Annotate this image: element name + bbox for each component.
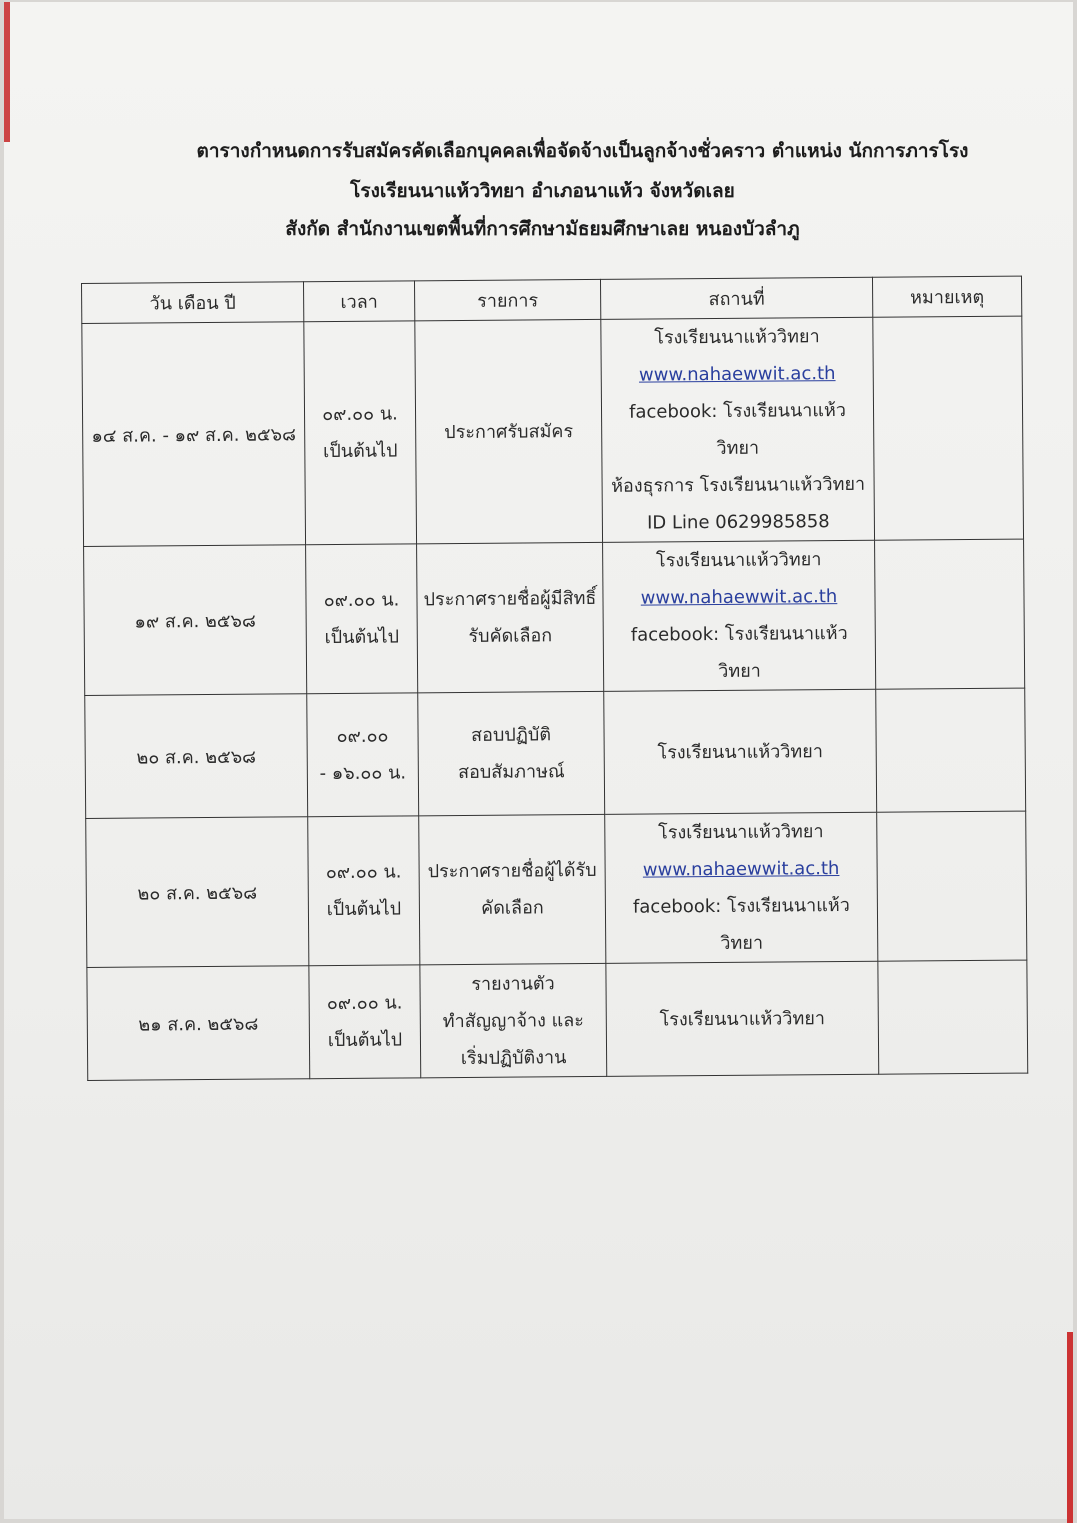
website-link[interactable]: www.nahaewwit.ac.th [638,363,836,386]
cell-date: ๑๔ ส.ค. - ๑๙ ส.ค. ๒๕๖๘ [82,322,306,547]
place-line: โรงเรียนนาแห้ววิทยา [654,326,820,349]
time-line: เป็นต้นไป [323,440,398,463]
item-line: สอบปฏิบัติ [471,724,552,746]
cell-place [601,317,875,542]
schedule-table [81,276,1028,1081]
item-line: รับคัดเลือก [468,625,553,647]
cell-time [304,321,417,545]
place-line: โรงเรียนนาแห้ววิทยา [658,821,824,844]
item-line: เริ่มปฏิบัติงาน [460,1046,567,1069]
cell-item [420,963,607,1077]
title-line-1: ตารางกำหนดการรับสมัครคัดเลือกบุคคลเพื่อจัดจ้างเป็นลูกจ้างชั่วคราว ตำแหน่ง นักการภารโรง [196,140,969,162]
table-row [86,811,1027,967]
item-line: ประกาศรับสมัคร [444,420,574,443]
website-link[interactable]: www.nahaewwit.ac.th [642,858,840,881]
place-line: ID Line 0629985858 [646,511,830,534]
time-line: - ๑๖.๐๐ น. [319,762,407,785]
table-row [84,539,1025,695]
cell-note [875,539,1025,689]
cell-note [878,960,1028,1074]
place-line: โรงเรียนนาแห้ววิทยา [659,1007,826,1030]
cell-item [417,542,604,692]
time-line: เป็นต้นไป [324,626,400,649]
cell-date: ๒๐ ส.ค. ๒๕๖๘ [86,817,309,968]
table-row [85,688,1026,818]
page-edge-left [4,2,10,142]
header-time: เวลา [303,281,414,322]
item-line: สอบสัมภาษณ์ [457,761,565,784]
title-line-3: สังกัด สำนักงานเขตพื้นที่การศึกษามัธยมศึกษาเลย หนองบัวลำภู [285,218,800,240]
place-line: facebook: โรงเรียนนาแห้ววิทยา [630,622,848,683]
time-line: ๐๙.๐๐ น. [325,861,402,884]
item-line: ทำสัญญาจ้าง และ [442,1009,584,1032]
cell-time [309,965,421,1079]
cell-time [307,693,419,817]
place-line: ห้องธุรการ โรงเรียนนาแห้ววิทยา [611,473,866,497]
time-line: ๐๙.๐๐ น. [323,589,400,612]
title-line-2: โรงเรียนนาแห้ววิทยา อำเภอนาแห้ว จังหวัดเลย [350,180,735,202]
cell-note [876,688,1026,812]
cell-date: ๒๑ ส.ค. ๒๕๖๘ [87,966,310,1081]
time-line: ๐๙.๐๐ น. [322,403,398,426]
cell-place [603,540,876,691]
cell-place [604,689,877,814]
item-line: รายงานตัว [471,972,555,995]
time-line: เป็นต้นไป [327,1029,403,1052]
document-page [4,2,1073,1519]
cell-time [306,544,418,694]
cell-note [877,811,1027,961]
cell-item [415,319,603,543]
header-date: วัน เดือน ปี [82,282,304,324]
item-line: คัดเลือก [481,897,544,919]
cell-place [605,812,878,963]
header-item: รายการ [414,279,600,320]
cell-note [873,316,1024,540]
place-line: โรงเรียนนาแห้ววิทยา [655,549,822,572]
cell-date: ๒๐ ส.ค. ๒๕๖๘ [85,694,308,819]
website-link[interactable]: www.nahaewwit.ac.th [640,586,838,609]
cell-place [606,961,879,1076]
place-line: facebook: โรงเรียนนาแห้ววิทยา [629,399,846,460]
cell-item [418,691,605,815]
time-line: เป็นต้นไป [326,898,402,921]
cell-time [308,816,420,966]
header-note: หมายเหตุ [872,276,1021,317]
time-line: ๐๙.๐๐ [336,725,389,748]
item-line: ประกาศรายชื่อผู้มีสิทธิ์ [423,587,597,611]
time-line: ๐๙.๐๐ น. [326,992,403,1015]
place-line: โรงเรียนนาแห้ววิทยา [657,740,823,763]
place-line: facebook: โรงเรียนนาแห้ววิทยา [632,894,850,954]
header-place: สถานที่ [600,277,872,319]
table-row [87,960,1028,1080]
cell-item [419,814,606,964]
table-row [82,316,1024,546]
item-line: ประกาศรายชื่อผู้ได้รับ [427,859,597,883]
cell-date: ๑๙ ส.ค. ๒๕๖๘ [84,545,307,696]
page-edge-right [1067,1332,1073,1523]
